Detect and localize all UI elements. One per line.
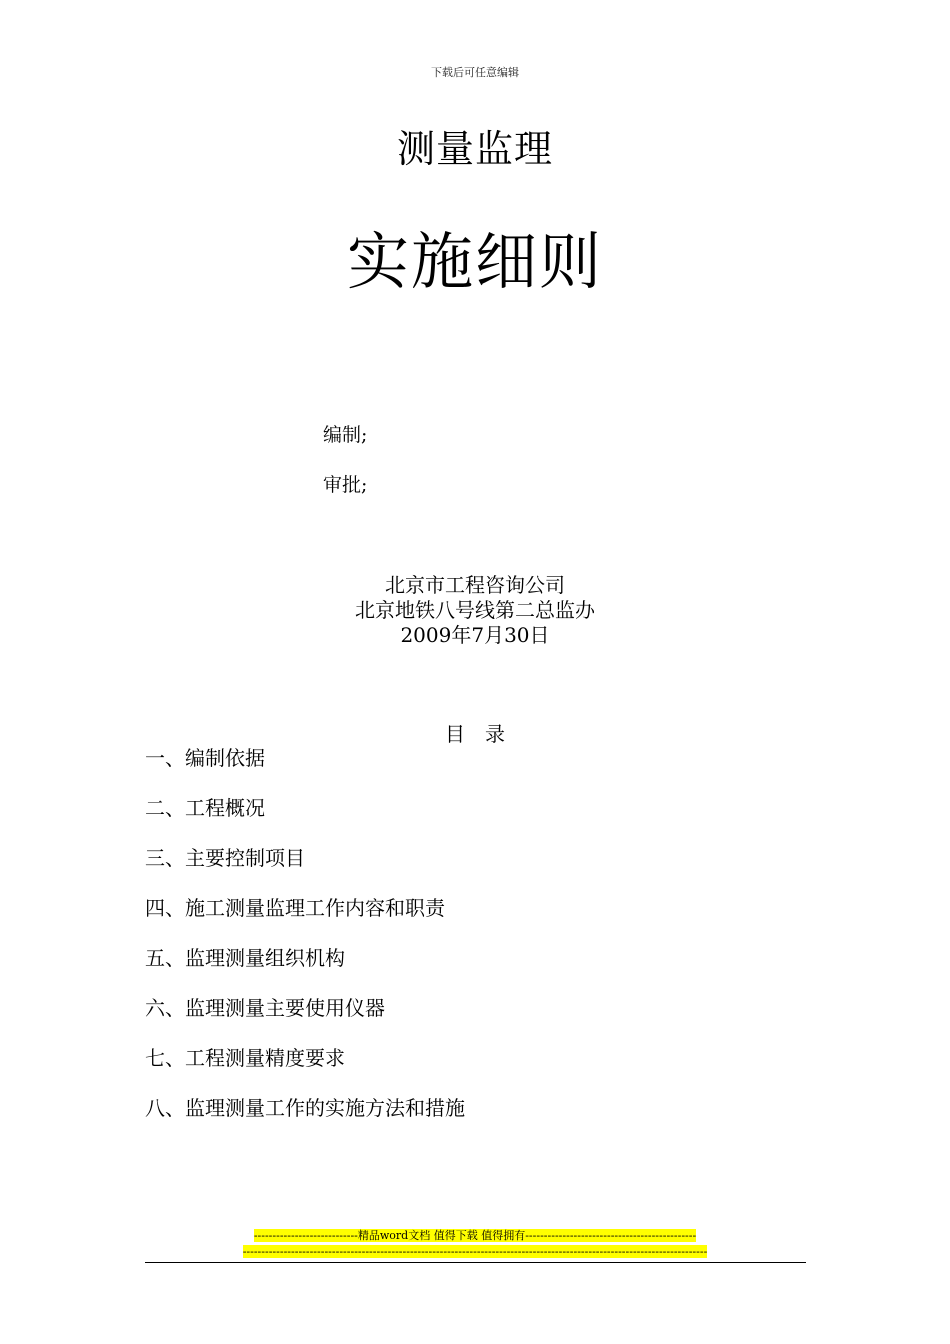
footer-divider [145,1262,806,1263]
document-title: 测量监理 [396,127,553,171]
office-name: 北京地铁八号线第二总监办 [355,598,595,622]
toc-item: 六、监理测量主要使用仪器 [145,996,385,1020]
document-date: 2009年7月30日 [400,623,550,647]
footer-banner [0,1229,950,1243]
document-subtitle: 实施细则 [346,225,603,298]
toc-item: 四、施工测量监理工作内容和职责 [145,896,445,920]
toc-heading: 目录 [445,722,525,746]
toc-item: 八、监理测量工作的实施方法和措施 [145,1096,465,1120]
approved-by-label: 审批; [323,474,368,496]
company-name: 北京市工程咨询公司 [385,573,565,597]
toc-item: 五、监理测量组织机构 [145,946,345,970]
footer-banner-text: ----------------------------精品word文档 值得下载 值得拥有---------------------------------------------- [253,1229,697,1242]
toc-item: 七、工程测量精度要求 [145,1046,345,1070]
toc-item: 三、主要控制项目 [145,846,305,870]
footer-dash-line [0,1245,950,1259]
toc-item: 二、工程概况 [145,796,265,820]
toc-item: 一、编制依据 [145,746,265,770]
compiled-by-label: 编制; [323,424,368,446]
header-note: 下载后可任意编辑 [431,66,519,79]
table-of-contents [145,746,465,1146]
footer-dash-text: ----------------------------------------------------------------------------------------------------------------------------- [242,1245,708,1258]
